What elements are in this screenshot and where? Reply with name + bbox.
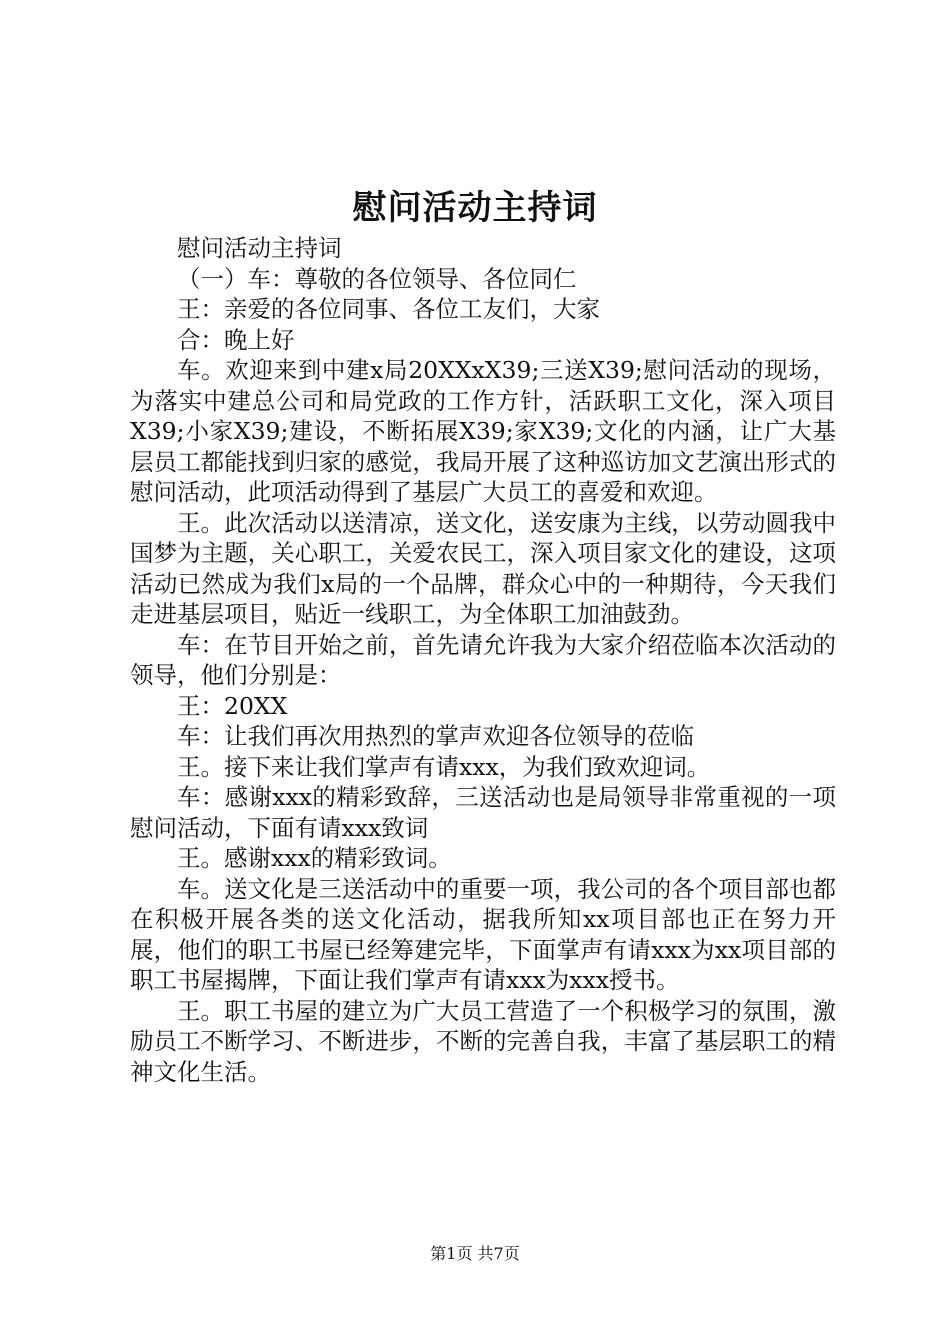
document-body xyxy=(130,233,836,1087)
paragraph: 王。职工书屋的建立为广大员工营造了一个积极学习的氛围，激励员工不断学习、不断进步，不断的完善自我，丰富了基层职工的精神文化生活。 xyxy=(130,996,836,1086)
paragraph: 王：20XX xyxy=(177,691,288,720)
document-title: 慰问活动主持词 xyxy=(352,188,598,228)
paragraph: 王：亲爱的各位同事、各位工友们，大家 xyxy=(177,295,600,323)
paragraph: 王。接下来让我们掌声有请xxx，为我们致欢迎词。 xyxy=(177,752,711,781)
paragraph: 王。此次活动以送清凉，送文化，送安康为主线，以劳动圆我中国梦为主题，关心职工，关爱农民工，深入项目家文化的建设，这项活动已然成为我们x局的一个品牌，群众心中的一种期待，今天我们走进基层项目，贴近一线职工，为全体职工加油鼓劲。 xyxy=(130,508,836,628)
paragraph: 车。送文化是三送活动中的重要一项，我公司的各个项目部也都在积极开展各类的送文化活动，据我所知xx项目部也正在努力开展，他们的职工书屋已经筹建完毕，下面掌声有请xxx为xx项目部的职工书屋揭牌，下面让我们掌声有请xxx为xxx授书。 xyxy=(130,874,836,994)
paragraph: 车：感谢xxx的精彩致辞，三送活动也是局领导非常重视的一项慰问活动，下面有请xxx致词 xyxy=(130,783,836,842)
paragraph: 王。感谢xxx的精彩致词。 xyxy=(177,844,452,872)
paragraph: 慰问活动主持词 xyxy=(177,234,342,262)
paragraph: 车：让我们再次用热烈的掌声欢迎各位领导的莅临 xyxy=(177,722,694,750)
paragraph: 车：在节目开始之前，首先请允许我为大家介绍莅临本次活动的领导，他们分别是： xyxy=(130,630,836,689)
paragraph: （一）车：尊敬的各位领导、各位同仁 xyxy=(177,264,577,293)
paragraph: 合：晚上好 xyxy=(177,325,295,354)
paragraph: 车。欢迎来到中建x局20XXxX39;三送X39;慰问活动的现场，为落实中建总公司和局党政的工作方针，活跃职工文化，深入项目X39;小家X39;建设，不断拓展X39;家X39;文化的内涵，让广大基层员工都能找到归家的感觉，我局开展了这种巡访加文艺演出形式的慰问活动，此项活动得到了基层广大员工的喜爱和欢迎。 xyxy=(130,356,836,506)
page-footer: 第1页 共7页 xyxy=(430,1244,520,1263)
